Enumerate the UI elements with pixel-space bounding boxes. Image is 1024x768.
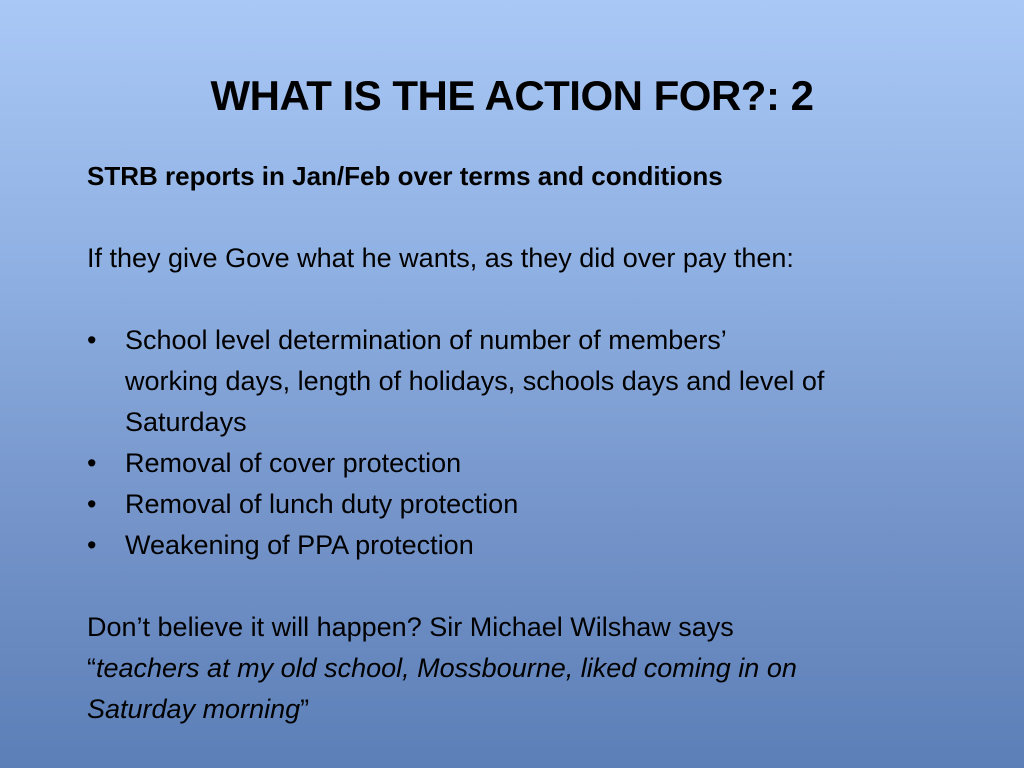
list-item bbox=[87, 525, 967, 566]
intro-text: If they give Gove what he wants, as they did over pay then: bbox=[87, 243, 794, 273]
quote-line bbox=[87, 689, 967, 730]
bullet-list bbox=[87, 320, 967, 566]
bullet-icon: • bbox=[87, 448, 97, 478]
bullet-text: Removal of lunch duty protection bbox=[125, 489, 519, 519]
bullet-text: Removal of cover protection bbox=[125, 448, 462, 478]
spacer bbox=[87, 197, 967, 238]
list-item bbox=[87, 320, 967, 443]
spacer bbox=[87, 279, 967, 320]
slide-title: WHAT IS THE ACTION FOR?: 2 bbox=[210, 72, 814, 119]
bullet-text: Saturdays bbox=[125, 407, 247, 437]
list-item bbox=[87, 443, 967, 484]
slide-content bbox=[87, 156, 967, 730]
bullet-icon: • bbox=[87, 530, 97, 560]
subheading: STRB reports in Jan/Feb over terms and conditions bbox=[87, 161, 723, 191]
quote-text: teachers at my old school, Mossbourne, liked coming in on bbox=[96, 653, 797, 683]
close-quote: ” bbox=[300, 694, 310, 724]
bullet-text: Weakening of PPA protection bbox=[125, 530, 474, 560]
bullet-text: School level determination of number of members’ bbox=[125, 325, 727, 355]
spacer bbox=[87, 566, 967, 607]
quote-text: Saturday morning bbox=[87, 694, 301, 724]
closing-text: Don’t believe it will happen? Sir Michael Wilshaw says bbox=[87, 612, 734, 642]
quote-line bbox=[87, 648, 967, 689]
open-quote: “ bbox=[87, 653, 96, 683]
bullet-icon: • bbox=[87, 325, 97, 355]
list-item bbox=[87, 484, 967, 525]
bullet-text: working days, length of holidays, schools days and level of bbox=[125, 366, 825, 396]
bullet-icon: • bbox=[87, 489, 97, 519]
